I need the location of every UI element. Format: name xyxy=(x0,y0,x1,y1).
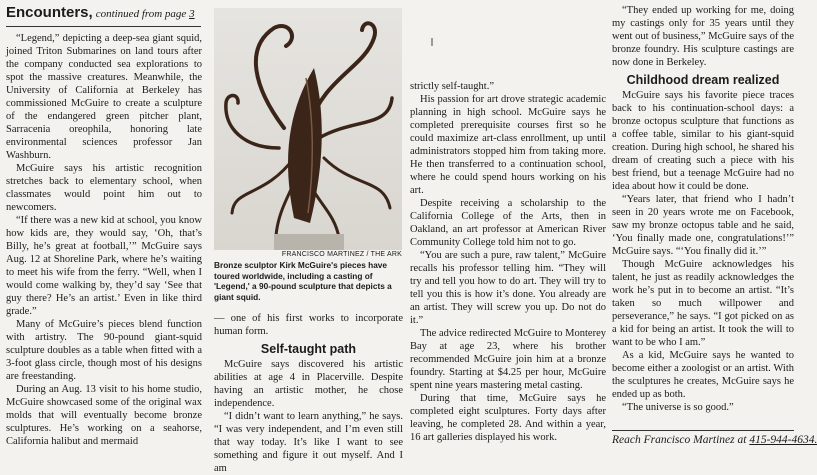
paragraph: During an Aug. 13 visit to his home studio, McGuire showcased some of the original wax molds that will eventually become bronze sculptures. He’s working on a seahorse, California halibut and mermaid xyxy=(6,384,202,447)
squid-sculpture-illustration xyxy=(214,8,402,250)
continued-line: continued from page 3 xyxy=(95,8,195,20)
paragraph: “I didn’t want to learn anything,” he says. “I was very independent, and I’m even still that way today. It’s like I want to see something and figure it out myself. And I am xyxy=(214,411,403,474)
phone-link[interactable]: 415-944-4634. xyxy=(749,434,817,446)
paragraph: “The universe is so good.” xyxy=(622,402,734,413)
paragraph: McGuire says his favorite piece traces back to his continuation-school days: a bronze octopus sculpture that functions as a coffee table, similar to his giant-squid creation. During high school, he shared his dream of creating such a piece with his best friend, but a teenage McGuire had no idea about how it could be done. xyxy=(612,90,794,192)
paragraph: Though McGuire acknowledges his talent, he just as readily acknowledges the work he’s put in to become an artist. “It’s taken so much willpower and perseverance,” he says. “I got picked on as a kid for being an artist. It took the will to want to be who I am.” xyxy=(612,259,794,348)
author-contact: Reach Francisco Martinez at 415-944-4634. xyxy=(612,434,817,446)
paragraph: The advice redirected McGuire to Monterey Bay at age 23, where his brother recommended McGuire join him at a bronze foundry. Starting at $4.25 per hour, McGuire spent nine years mastering metal casting. xyxy=(410,328,606,391)
paragraph: strictly self-taught.” xyxy=(410,81,494,92)
photo-credit: FRANCISCO MARTINEZ / THE ARK xyxy=(281,251,402,258)
footer-divider xyxy=(612,430,794,431)
paragraph: McGuire says his artistic recognition stretches back to elementary school, when classmates would point him out to newcomers. xyxy=(6,163,202,213)
paragraph: Many of McGuire’s pieces blend function with artistry. The 90-pound giant-squid sculpture doubles as a table when fitted with a 3-foot glass circle, though most of his designs are freestanding. xyxy=(6,319,202,382)
paragraph: — one of his first works to incorporate human form. xyxy=(214,313,403,337)
column-3 xyxy=(410,80,606,444)
section-title: Encounters, xyxy=(6,4,93,21)
column-1 xyxy=(6,32,202,448)
page-reference-link[interactable]: 3 xyxy=(189,8,195,20)
photo-caption: Bronze sculptor Kirk McGuire's pieces have toured worldwide, including a casting of 'Legend,' a 90-pound sculpture that depicts a giant squid. xyxy=(214,260,392,302)
paragraph: “Legend,” depicting a deep-sea giant squid, joined Triton Submarines on land tours after the company conducted sea explorations to spot the massive creatures. Meanwhile, the University of California at Berkeley has commissioned McGuire to create a sculpture of the endangered green pitcher plant, Sarracenia oreophila, honoring late environmental sciences professor Jan Washburn. xyxy=(6,33,202,161)
column-2 xyxy=(214,312,403,475)
squid-sculpture-photo xyxy=(214,8,402,250)
subhead-childhood-dream: Childhood dream realized xyxy=(626,73,780,87)
column-ornament xyxy=(428,38,436,46)
paragraph: “You are such a pure, raw talent,” McGuire recalls his professor telling him. “They will try and tell you how to do art. They will try to tell you this is how it’s done. You already are an artist. They will screw you up. Do not do it.” xyxy=(410,250,606,326)
paragraph: As a kid, McGuire says he wanted to become either a zoologist or an artist. With the sculptures he creates, McGuire says he ended up as both. xyxy=(612,350,794,400)
paragraph: “They ended up working for me, doing my castings only for 35 years until they went out of business,” McGuire says of the bronze foundry. His sculpture castings are now done in Berkeley. xyxy=(612,5,794,68)
column-4 xyxy=(612,4,794,414)
article-header xyxy=(6,4,201,27)
paragraph: His passion for art drove strategic academic planning in high school. McGuire says he completed prerequisite courses first so he could maximize art-class enrollment, up until administrators stopped him from taking more. He then transferred to a continuation school, where he could spend hours working on his art. xyxy=(410,94,606,196)
paragraph: Despite receiving a scholarship to the California College of the Arts, then in Oakland, an art professor at American River Community College told him not to go. xyxy=(410,198,606,248)
paragraph: During that time, McGuire says he completed eight sculptures. Forty days after leaving, he completed 28. And within a year, 16 art galleries displayed his work. xyxy=(410,393,606,443)
paragraph: “If there was a new kid at school, you know how kids are, they would say, ‘Oh, that’s Billy, he’s great at football,’” McGuire says Aug. 12 at Shoreline Park, where he’s waiting to meet his wife from the ferry. “Well, when I would come walking by, they’d say ‘See that guy there? He’s an artist.’ Even in like third grade.” xyxy=(6,215,202,317)
paragraph: “Years later, that friend who I hadn’t seen in 20 years wrote me on Facebook, saw my bronze octopus table and he said, ‘You finally made one, congratulations!’” McGuire says. “‘You finally did it.’” xyxy=(612,194,794,257)
paragraph: McGuire says discovered his artistic abilities at age 4 in Placerville. Despite having an artistic mother, he chose independence. xyxy=(214,359,403,409)
subhead-self-taught: Self-taught path xyxy=(260,342,357,356)
